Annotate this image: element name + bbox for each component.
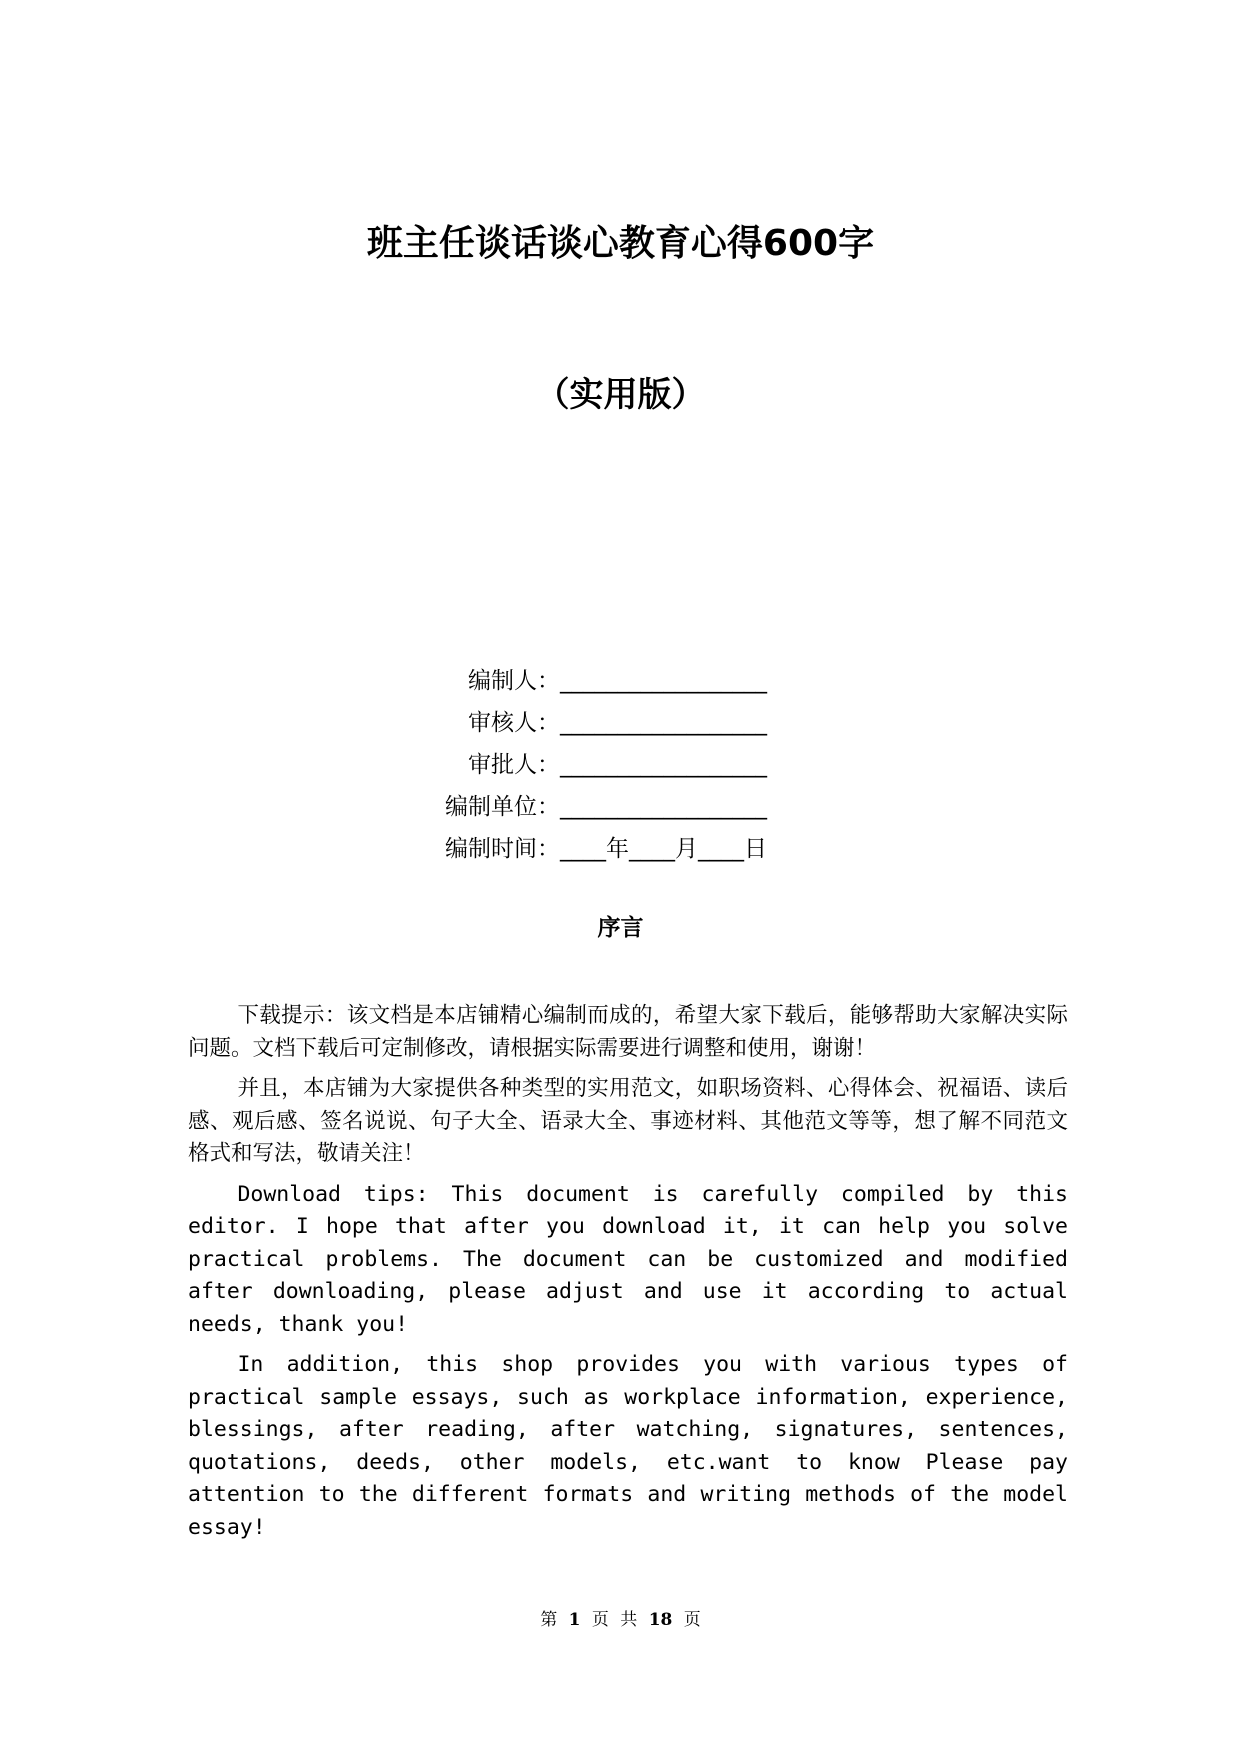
- page-number-footer: [0, 1608, 1241, 1632]
- meta-label-reviewer: 审核人：: [468, 710, 560, 736]
- meta-value-unit: __________________: [560, 794, 767, 820]
- meta-value-reviewer: __________________: [560, 710, 767, 736]
- footer-current-page: 1: [568, 1610, 581, 1630]
- preface-heading: 序言: [597, 915, 644, 941]
- preface-paragraph: In addition, this shop provides you with various types of practical sample essays, such as workplace information, experience, blessings, after reading, after watching, signatures, sentences, quotations, deeds, other models, etc.want to know Please pay attention to the different formats and writing methods of the model essay!: [188, 1352, 1068, 1540]
- document-title: 班主任谈话谈心教育心得600字: [366, 223, 875, 264]
- preface-body: [188, 1000, 1068, 1552]
- footer-total-pages: 18: [648, 1610, 673, 1630]
- meta-label-approver: 审批人：: [468, 752, 560, 778]
- preface-paragraph: Download tips: This document is carefully compiled by this editor. I hope that after you download it, it can help you solve practical problems. The document can be customized and modified after downloading, please adjust and use it according to actual needs, thank you!: [188, 1181, 1068, 1337]
- meta-row-unit: [440, 786, 960, 828]
- meta-label-compiler: 编制人：: [468, 668, 560, 694]
- meta-value-approver: __________________: [560, 752, 767, 778]
- meta-value-compiler: __________________: [560, 668, 767, 694]
- meta-row-compiler: [440, 660, 960, 702]
- meta-row-approver: [440, 744, 960, 786]
- preface-paragraph: 下载提示：该文档是本店铺精心编制而成的，希望大家下载后，能够帮助大家解决实际问题。文档下载后可定制修改，请根据实际需要进行调整和使用，谢谢！: [188, 1003, 1068, 1061]
- meta-label-time: 编制时间：: [445, 836, 560, 862]
- meta-label-unit: 编制单位：: [445, 794, 560, 820]
- footer-suffix: 页: [683, 1610, 701, 1630]
- meta-row-time: [440, 828, 960, 870]
- footer-prefix: 第: [540, 1610, 558, 1630]
- meta-value-time: ____年____月____日: [560, 836, 767, 862]
- meta-row-reviewer: [440, 702, 960, 744]
- document-subtitle: （实用版）: [535, 375, 706, 415]
- document-meta-block: [440, 660, 960, 870]
- preface-paragraph: 并且，本店铺为大家提供各种类型的实用范文，如职场资料、心得体会、祝福语、读后感、观后感、签名说说、句子大全、语录大全、事迹材料、其他范文等等，想了解不同范文格式和写法，敬请关注！: [188, 1076, 1068, 1166]
- footer-middle: 页 共: [591, 1610, 638, 1630]
